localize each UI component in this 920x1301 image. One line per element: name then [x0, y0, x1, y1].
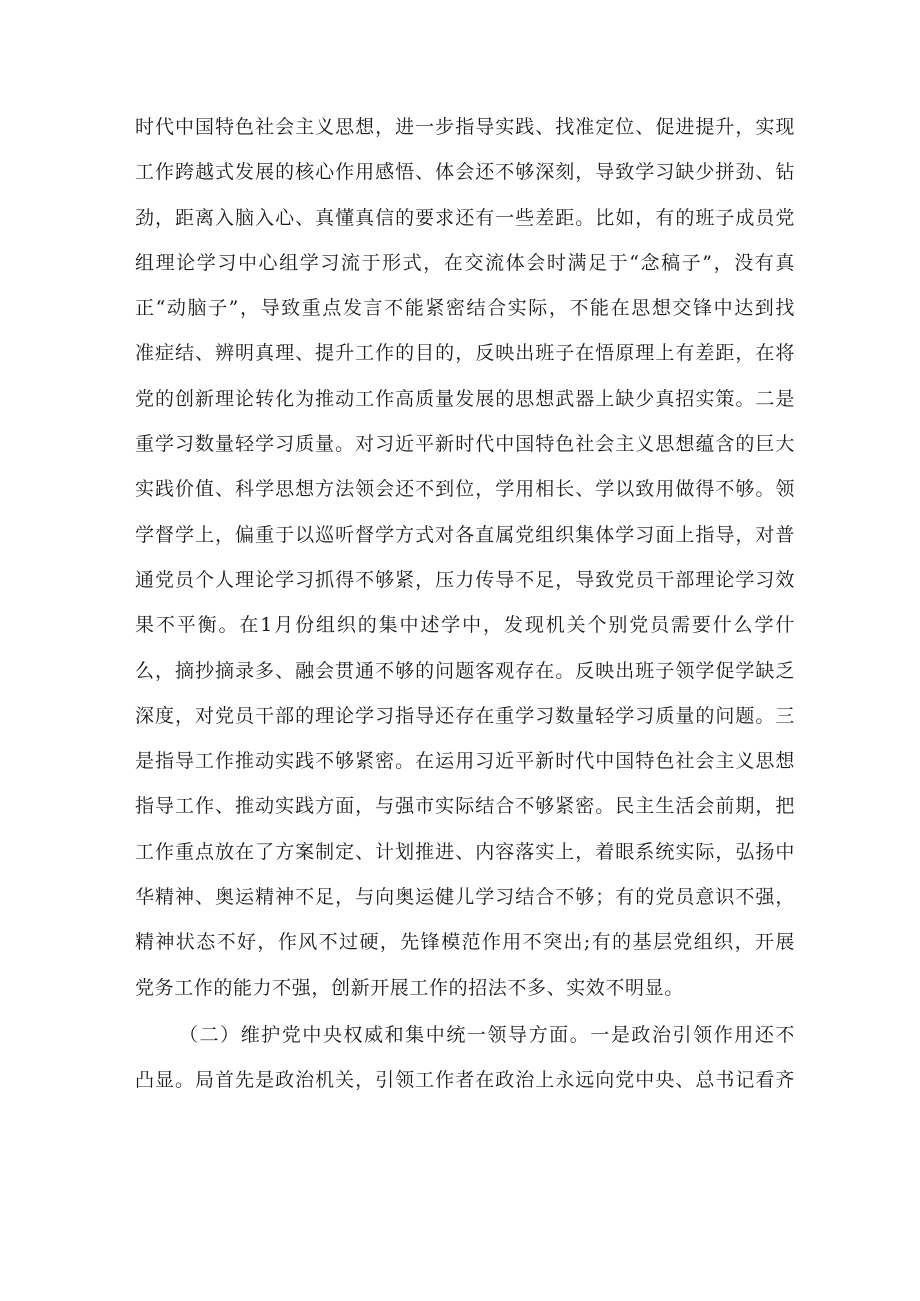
text-line: 党务工作的能力不强，创新开展工作的招法不多、实效不明显。 — [135, 976, 684, 999]
text-line: 重学习数量轻学习质量。对习近平新时代中国特色社会主义思想蕴含的巨大 — [135, 433, 795, 456]
text-line: 工作重点放在了方案制定、计划推进、内容落实上，着眼系统实际，弘扬中 — [135, 840, 795, 863]
text-line: 组理论学习中心组学习流于形式，在交流体会时满足于“念稿子”，没有真 — [135, 251, 795, 274]
section-heading-line: （二）维护党中央权威和集中统一领导方面。一是政治引领作用还不 — [179, 1024, 795, 1046]
text-line: 准症结、辨明真理、提升工作的目的，反映出班子在悟原理上有差距，在将 — [135, 342, 795, 365]
text-line: 华精神、奥运精神不足，与向奥运健儿学习结合不够；有的党员意识不强， — [135, 886, 795, 909]
text-line: 党的创新理论转化为推动工作高质量发展的思想武器上缺少真招实策。二是 — [135, 387, 795, 410]
text-line: 凸显。局首先是政治机关，引领工作者在政治上永远向党中央、总书记看齐 — [135, 1069, 795, 1092]
text-line: 是指导工作推动实践不够紧密。在运用习近平新时代中国特色社会主义思想 — [135, 750, 795, 773]
text-line: 指导工作、推动实践方面，与强市实际结合不够紧密。民主生活会前期，把 — [135, 795, 795, 818]
text-line: 果不平衡。在1月份组织的集中述学中，发现机关个别党员需要什么学什 — [135, 614, 795, 637]
text-line: 劲，距离入脑入心、真懂真信的要求还有一些差距。比如，有的班子成员党 — [135, 206, 795, 229]
text-line: 通党员个人理论学习抓得不够紧，压力传导不足，导致党员干部理论学习效 — [135, 568, 795, 591]
text-line: 实践价值、科学思想方法领会还不到位，学用相长、学以致用做得不够。领 — [135, 478, 795, 501]
text-line: 精神状态不好，作风不过硬，先锋模范作用不突出;有的基层党组织，开展 — [135, 931, 795, 954]
text-line: 正“动脑子”，导致重点发言不能紧密结合实际，不能在思想交锋中达到找 — [135, 297, 795, 320]
paragraph-2 — [135, 1013, 795, 1104]
text-line: 么，摘抄摘录多、融会贯通不够的问题客观存在。反映出班子领学促学缺乏 — [135, 659, 795, 682]
text-line: 学督学上，偏重于以巡听督学方式对各直属党组织集体学习面上指导，对普 — [135, 523, 795, 546]
text-line: 深度，对党员干部的理论学习指导还存在重学习数量轻学习质量的问题。三 — [135, 704, 795, 727]
paragraph-1 — [135, 105, 795, 1011]
text-line: 时代中国特色社会主义思想，进一步指导实践、找准定位、促进提升，实现 — [135, 116, 795, 138]
text-line: 工作跨越式发展的核心作用感悟、体会还不够深刻，导致学习缺少拼劲、钻 — [135, 161, 795, 184]
